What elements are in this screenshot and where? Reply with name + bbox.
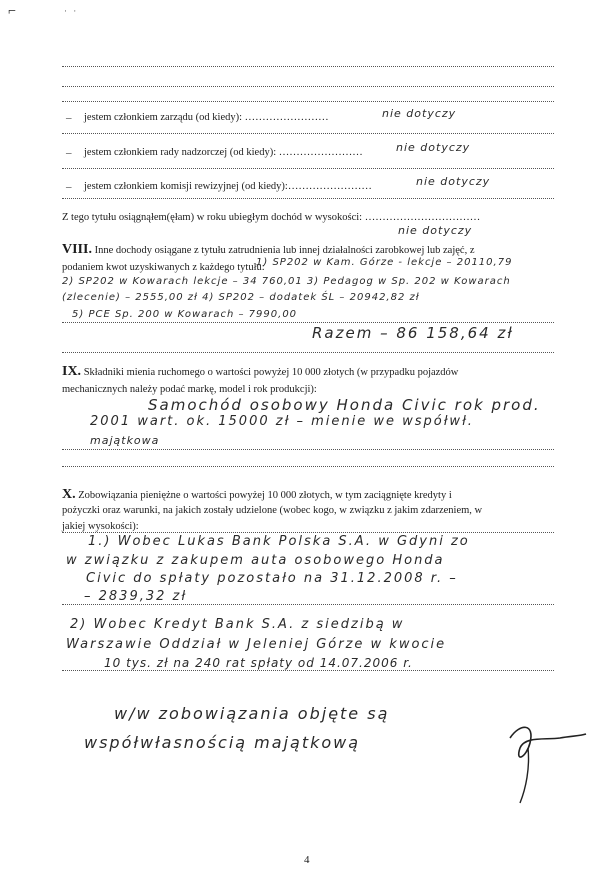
section-8-heading xyxy=(62,244,475,257)
section-10-entry-3: Civic do spłaty pozostało na 31.12.2008 r. – xyxy=(86,571,458,586)
section-8-total: Razem – 86 158,64 zł xyxy=(312,324,514,342)
section-8-number: VIII. xyxy=(62,242,92,257)
statement-board-answer: nie dotyczy xyxy=(382,107,457,120)
statement-supervisory-answer: nie dotyczy xyxy=(396,141,471,154)
dotted-line xyxy=(62,322,554,323)
page-number: 4 xyxy=(304,854,310,866)
dotted-line xyxy=(62,133,554,134)
section-9-entry-2: 2001 wart. ok. 15000 zł – mienie we współwł. xyxy=(90,414,474,429)
dotted-line xyxy=(62,101,554,102)
signature xyxy=(500,718,592,810)
section-10-entry-5: 2) Wobec Kredyt Bank S.A. z siedzibą w xyxy=(70,617,405,632)
dotted-line xyxy=(62,198,554,199)
section-10-text-2: pożyczki oraz warunki, na jakich zostały udzielone (wobec kogo, w związku z jakim zdarzeniem, w xyxy=(62,505,483,516)
dotted-line xyxy=(62,604,554,605)
statement-audit-member: jestem członkiem komisji rewizyjnej (od kiedy):…………………… xyxy=(84,181,372,192)
section-9-entry-1: Samochód osobowy Honda Civic rok prod. xyxy=(148,396,541,414)
section-10-number: X. xyxy=(62,487,76,502)
section-10-entry-4: – 2839,32 zł xyxy=(84,589,188,604)
section-10-entry-6: Warszawie Oddział w Jeleniej Górze w kwocie xyxy=(66,637,447,652)
statement-dash: – xyxy=(66,147,72,159)
section-8-text-1: Inne dochody osiągane z tytułu zatrudnienia lub innej działalności zarobkowej lub zajęć, z xyxy=(94,245,475,256)
section-8-text-2: podaniem kwot uzyskiwanych z każdego tytułu: xyxy=(62,262,265,273)
section-10-text-1: Zobowiązania pieniężne o wartości powyżej 10 000 złotych, w tym zaciągnięte kredyty i xyxy=(78,490,452,501)
income-answer: nie dotyczy xyxy=(398,224,473,237)
section-8-entry-2: 2) SP202 w Kowarach lekcje – 34 760,01 3) Pedagog w Sp. 202 w Kowarach xyxy=(62,276,511,287)
dotted-line xyxy=(62,66,554,67)
section-8-entry-3: (zlecenie) – 2555,00 zł 4) SP202 – dodatek ŚL – 20942,82 zł xyxy=(62,292,420,303)
dotted-line xyxy=(62,86,554,87)
corner-dots: · · xyxy=(64,6,79,16)
dotted-line xyxy=(62,466,554,467)
dotted-line xyxy=(62,670,554,671)
statement-board-member: jestem członkiem zarządu (od kiedy): …………………… xyxy=(84,112,329,123)
section-10-text-3: jakiej wysokości): xyxy=(62,521,139,532)
dotted-line xyxy=(62,449,554,450)
section-10-entry-2: w związku z zakupem auta osobowego Honda xyxy=(66,553,445,568)
section-9-text-2: mechanicznych należy podać markę, model i rok produkcji): xyxy=(62,384,317,395)
statement-dash: – xyxy=(66,112,72,124)
dotted-line xyxy=(62,532,554,533)
section-10-heading xyxy=(62,489,452,502)
section-9-text-1: Składniki mienia ruchomego o wartości powyżej 10 000 złotych (w przypadku pojazdów xyxy=(83,367,459,378)
corner-mark: ⌐ xyxy=(8,4,16,19)
section-10-entry-1: 1.) Wobec Lukas Bank Polska S.A. w Gdyni zo xyxy=(88,534,470,549)
dotted-line xyxy=(62,168,554,169)
income-statement: Z tego tytułu osiągnąłem(ęłam) w roku ubiegłym dochód w wysokości: …………………………… xyxy=(62,212,481,223)
section-10-entry-7: 10 tys. zł na 240 rat spłaty od 14.07.2006 r. xyxy=(104,656,413,670)
dotted-line xyxy=(62,352,554,353)
section-8-entry-1: 1) SP202 w Kam. Górze - lekcje – 20110,79 xyxy=(256,257,513,268)
statement-audit-answer: nie dotyczy xyxy=(416,175,491,188)
statement-dash: – xyxy=(66,181,72,193)
section-9-number: IX. xyxy=(62,364,82,379)
section-9-heading xyxy=(62,366,458,379)
section-8-entry-4: 5) PCE Sp. 200 w Kowarach – 7990,00 xyxy=(72,309,298,320)
section-9-entry-3: majątkowa xyxy=(90,434,160,447)
statement-supervisory-member: jestem członkiem rady nadzorczej (od kiedy): …………………… xyxy=(84,147,363,158)
section-10-note-1: w/w zobowiązania objęte są xyxy=(114,704,390,723)
section-10-note-2: współwłasnością majątkową xyxy=(84,733,361,752)
